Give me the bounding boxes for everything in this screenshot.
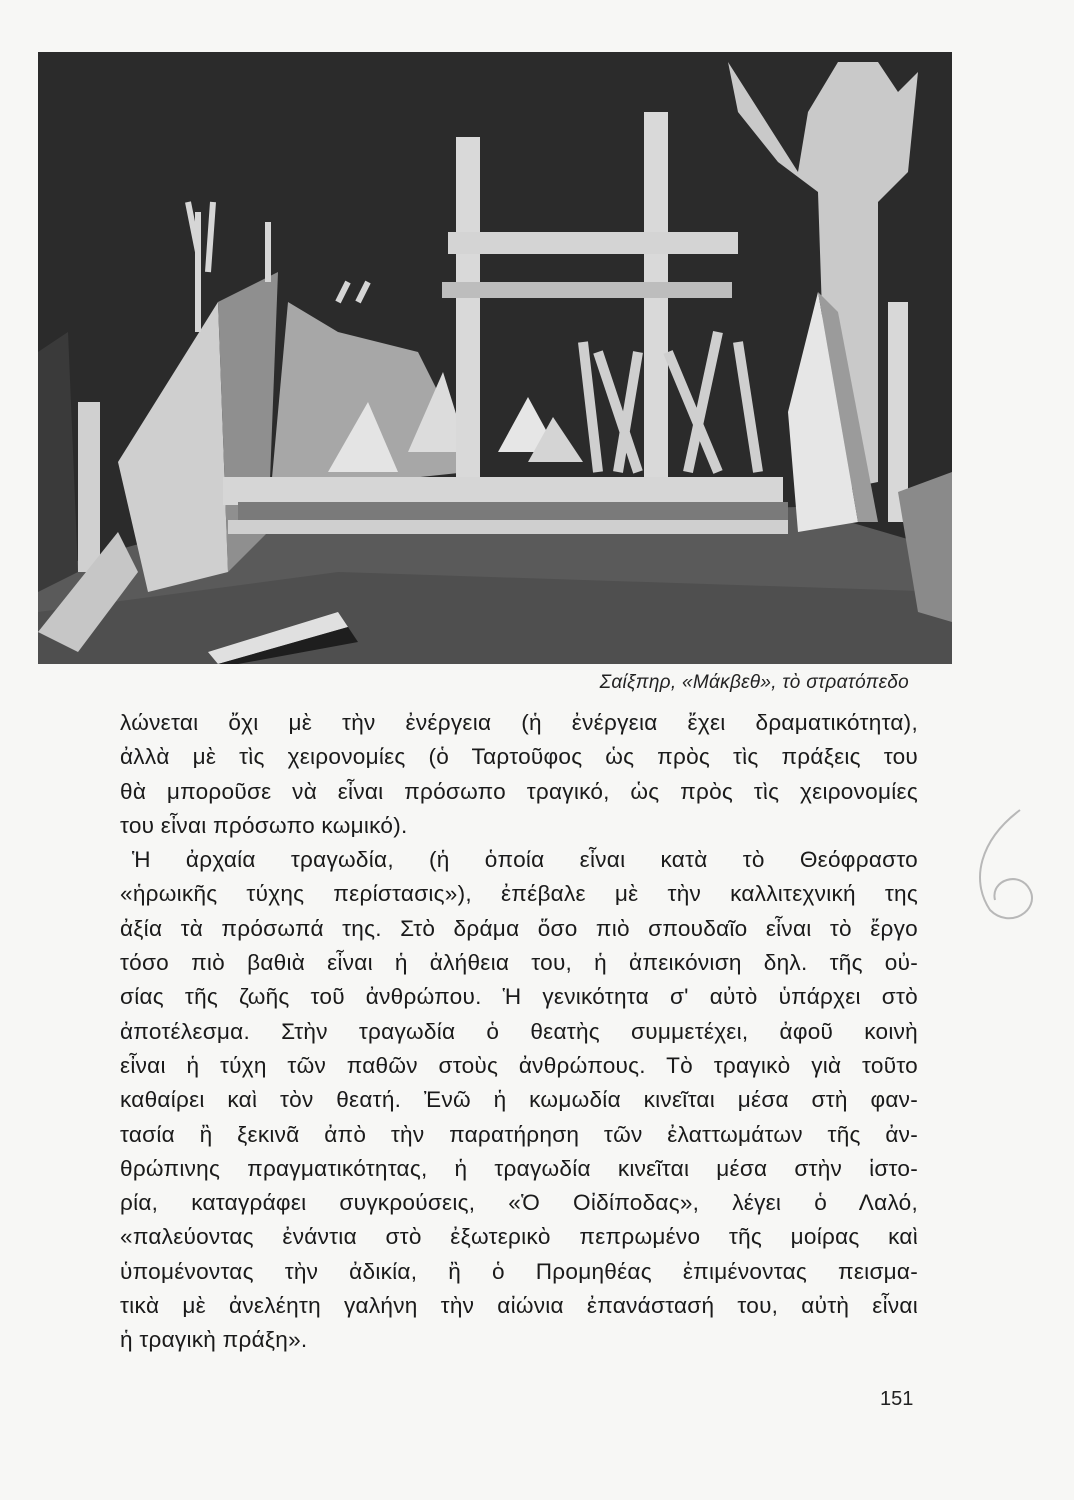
text-line: θὰ μποροῦσε νὰ εἶναι πρόσωπο τραγικό, ὡς πρὸς τὶς χειρονομίες xyxy=(120,778,918,804)
text-line: τασία ἢ ξεκινᾶ ἀπὸ τὴν παρατήρηση τῶν ἐλαττωμάτων τῆς ἀν- xyxy=(120,1121,918,1147)
text-line: «παλεύοντας ἐνάντια στὸ ἐξωτερικὸ πεπρωμένο τῆς μοίρας καὶ xyxy=(120,1224,918,1250)
text-line: «ἡρωικῆς τύχης περίστασις»), ἐπέβαλε μὲ τὴν καλλιτεχνική της xyxy=(120,881,918,907)
text-line: ἀποτέλεσμα. Στὴν τραγωδία ὁ θεατὴς συμμετέχει, ἀφοῦ κοινὴ xyxy=(120,1018,918,1044)
text-line: ἀξία τὰ πρόσωπά της. Στὸ δράμα ὅσο πιὸ σπουδαῖο εἶναι τὸ ἔργο xyxy=(120,915,918,941)
painting-artwork xyxy=(38,52,952,664)
body-text xyxy=(120,706,918,1358)
page-number: 151 xyxy=(880,1388,914,1410)
text-line: καθαίρει καὶ τὸν θεατή. Ἐνῶ ἡ κωμωδία κινεῖται μέσα στὴ φαν- xyxy=(120,1087,918,1113)
text-line: του εἶναι πρόσωπο κωμικό). xyxy=(120,812,408,838)
text-line: ρία, καταγράφει συγκρούσεις, «Ὁ Οἰδίποδας», λέγει ὁ Λαλό, xyxy=(120,1190,918,1216)
text-line: τικὰ μὲ ἀνελέητη γαλήνη τὴν αἰώνια ἐπανάστασή του, αὐτὴ εἶναι xyxy=(120,1293,918,1319)
text-line: εἶναι ἡ τύχη τῶν παθῶν στοὺς ἀνθρώπους. Τὸ τραγικὸ γιὰ τοῦτο xyxy=(120,1052,918,1078)
text-line: σίας τῆς ζωῆς τοῦ ἀνθρώπου. Ἡ γενικότητα σ' αὐτὸ ὑπάρχει στὸ xyxy=(120,984,918,1010)
text-line: ἀλλὰ μὲ τὶς χειρονομίες (ὁ Ταρτοῦφος ὡς πρὸς τὶς πράξεις του xyxy=(120,744,918,770)
text-line: θρώπινης πραγματικότητας, ἡ τραγωδία κινεῖται μέσα στὴν ἱστο- xyxy=(120,1155,918,1181)
pencil-mark-icon xyxy=(960,800,1060,930)
figure-caption: Σαίξπηρ, «Μάκβεθ», τὸ στρατόπεδο xyxy=(599,672,909,693)
text-line: ὑπομένοντας τὴν ἀδικία, ἢ ὁ Προμηθέας ἐπιμένοντας πεισμα- xyxy=(120,1258,918,1284)
stage-design-painting xyxy=(38,52,952,664)
text-line: τόσο πιὸ βαθιὰ εἶναι ἡ ἀλήθεια του, ἡ ἀπεικόνιση δηλ. τῆς οὐ- xyxy=(120,950,918,976)
text-line: ἡ τραγικὴ πράξη». xyxy=(120,1327,308,1353)
text-line: λώνεται ὄχι μὲ τὴν ἐνέργεια (ἡ ἐνέργεια ἔχει δραματικότητα), xyxy=(120,710,918,735)
text-line: Ἡ ἀρχαία τραγωδία, (ἡ ὁποία εἶναι κατὰ τὸ Θεόφραστο xyxy=(132,847,918,873)
